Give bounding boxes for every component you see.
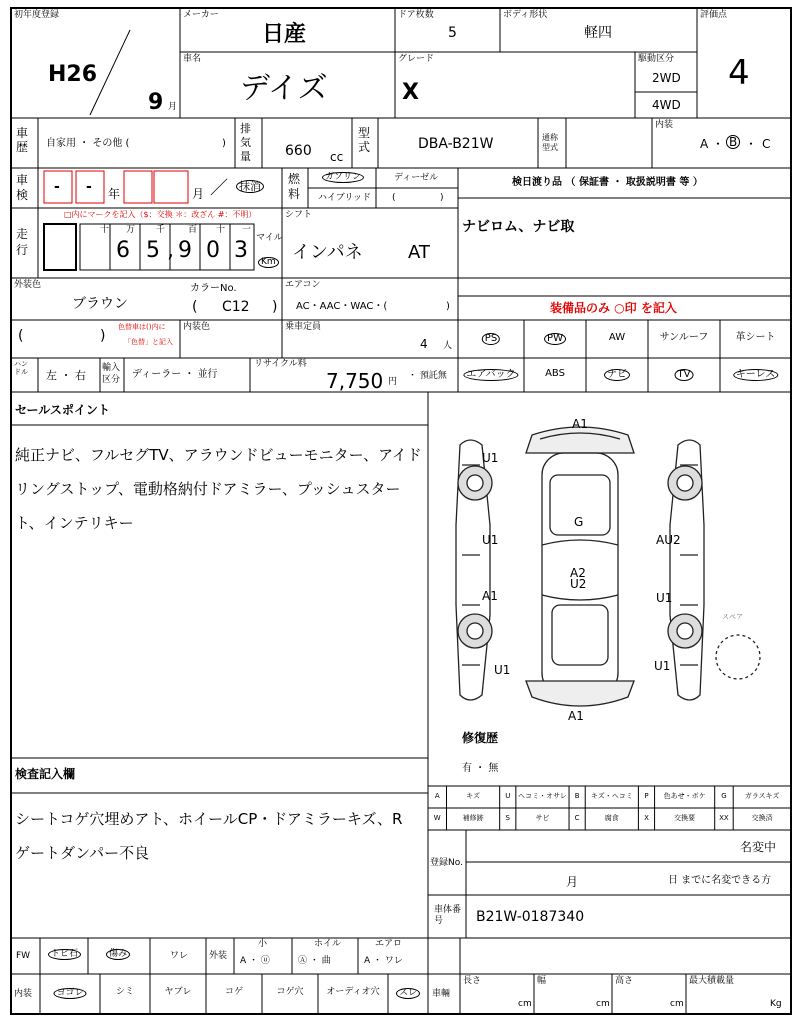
aero-label: エアロ xyxy=(375,939,403,949)
interior-defect-item: シミ xyxy=(115,987,135,997)
wheel-label: ホイル xyxy=(314,939,342,949)
legend-cell: C xyxy=(574,814,580,822)
legend-cell: 交換要 xyxy=(674,814,696,822)
shift-label: シフト xyxy=(285,210,313,220)
equipment-item: ABS xyxy=(545,368,565,379)
history-value: 自家用 ・ その他 ( xyxy=(46,138,130,149)
equipment-item: PS xyxy=(482,333,500,345)
diagram-label: U1 xyxy=(482,451,499,465)
mileage-digit-5: 3 xyxy=(234,238,248,263)
nav-remarks: ナビロム、ナビ取 xyxy=(462,219,575,235)
fw-label: FW xyxy=(16,951,31,961)
type-label: 型式 xyxy=(358,126,371,154)
month-unit-2: 月 xyxy=(192,187,205,201)
color-no-value: C12 xyxy=(222,299,250,315)
recycle-value: 7,750 xyxy=(326,369,384,393)
chassis-value: B21W-0187340 xyxy=(476,909,585,925)
interior-grade-c: C xyxy=(762,137,771,151)
fw-item-3: ワレ xyxy=(170,951,189,961)
small-value: A ・ ⓤ xyxy=(240,956,270,966)
equipment-item: TV xyxy=(675,369,694,381)
interior-label: 内装 xyxy=(655,120,674,130)
width-unit: cm xyxy=(596,999,610,1009)
legend-cell: 色あせ・ボケ xyxy=(663,792,706,800)
drive-4wd: 4WD xyxy=(652,98,681,112)
first-reg-month: 9 xyxy=(148,90,164,115)
history-label: 車歴 xyxy=(16,126,29,154)
sales-points-text: 純正ナビ、フルセグTV、アラウンドビューモニター、アイドリングストップ、電動格納付ドアミラー、プッシュスタート、インテリキー xyxy=(15,446,422,532)
diagram-label: A1 xyxy=(482,589,498,603)
inspection-dash-2: - xyxy=(86,179,92,195)
interior-grade-b: B xyxy=(726,135,740,149)
inspection-text: シートコゲ穴埋めアト、ホイールCP・ドアミラーキズ、Rゲートダンパー不良 xyxy=(15,810,403,862)
inspection-label: 車検 xyxy=(16,173,29,202)
legend-cell: S xyxy=(505,814,510,822)
repair-history-value: 有 ・ 無 xyxy=(462,763,499,774)
body-label: ボディ形状 xyxy=(503,10,548,20)
type-value: DBA-B21W xyxy=(418,136,494,152)
equipment-item: サンルーフ xyxy=(659,332,709,343)
unit-hyaku: 百 xyxy=(188,225,198,235)
interior-defect-item: コゲ xyxy=(224,987,244,997)
reg-no-label: 登録No. xyxy=(430,858,463,868)
legend-cell: W xyxy=(433,814,441,822)
diagram-label: U1 xyxy=(494,663,511,677)
length-unit: cm xyxy=(518,999,532,1009)
equipment-item: エアバック xyxy=(463,369,518,381)
capacity-unit: 人 xyxy=(443,341,453,351)
mileage-note: □内にマークを記入（$：交換 ＊：改ざん #：不明） xyxy=(64,210,257,219)
legend-cell: キズ・ヘコミ xyxy=(590,792,633,800)
drive-label: 駆動区分 xyxy=(638,54,675,64)
km-label: Km xyxy=(258,257,279,268)
name-change: 名変中 xyxy=(740,840,777,854)
spare-label: スペア xyxy=(722,613,743,621)
score-label: 評価点 xyxy=(700,10,728,20)
unit-ichi: 一 xyxy=(242,225,252,235)
year-unit: 年 xyxy=(108,187,121,201)
mileage-separator: , xyxy=(167,238,174,263)
doors-value: 5 xyxy=(448,25,457,41)
reg-month-unit: 月 xyxy=(566,875,579,889)
fw-item-2: 傷み xyxy=(106,949,130,960)
paren: ) xyxy=(272,299,278,315)
exterior-color-label: 外装色 xyxy=(14,280,42,290)
fuel-gasoline: ガソリン xyxy=(322,172,364,183)
legend-cell: G xyxy=(721,792,727,800)
unit-juu: 十 xyxy=(216,225,226,235)
diagram-label: U1 xyxy=(482,533,499,547)
interior-grade-a: A xyxy=(700,137,709,151)
equipment-item: PW xyxy=(544,333,566,345)
interior-color-label: 内装色 xyxy=(183,322,211,332)
height-unit: cm xyxy=(670,999,684,1009)
interior-defect-item: スレ xyxy=(396,988,420,999)
mile-label: マイル xyxy=(256,233,283,243)
dot-sep: ・ xyxy=(712,137,725,151)
grade-label: グレード xyxy=(398,54,435,64)
exterior-label-bottom: 外装 xyxy=(209,951,228,961)
interior-label-bottom: 内装 xyxy=(14,989,33,999)
shift-position: インパネ xyxy=(292,242,363,263)
maker-label: メーカー xyxy=(183,10,219,20)
inspection-dash-1: - xyxy=(54,179,60,195)
paren: ( xyxy=(192,299,198,315)
mileage-digit-3: 9 xyxy=(178,238,192,263)
mileage-label: 走行 xyxy=(16,227,29,257)
legend-cell: 交換済 xyxy=(751,814,773,822)
legend-cell: XX xyxy=(719,814,729,822)
legend-cell: キズ xyxy=(466,792,481,800)
diagram-label: G xyxy=(574,515,584,529)
first-reg-label: 初年度登録 xyxy=(14,10,60,20)
body-size-label: 車輛 xyxy=(432,989,451,999)
interior-defect-item: ヨゴレ xyxy=(53,988,86,999)
legend-cell: 補修跡 xyxy=(462,814,484,822)
displacement-label: 排気量 xyxy=(240,122,251,163)
import-label: 輸入区分 xyxy=(102,363,121,385)
legend-cell: B xyxy=(574,792,580,800)
equipment-title: 装備品のみ ○印 を記入 xyxy=(550,301,677,315)
legend-cell: A xyxy=(434,792,440,800)
paren: ( xyxy=(18,328,24,344)
diagram-label: A1 xyxy=(572,417,588,431)
diagram-label: A1 xyxy=(568,709,584,723)
handle-value: 左 ・ 右 xyxy=(46,369,86,382)
equipment-item: キーレス xyxy=(733,369,779,381)
equipment-item: 革シート xyxy=(735,332,776,343)
length-label: 長さ xyxy=(463,976,482,986)
wheel-value: Ⓐ ・ 曲 xyxy=(298,956,331,966)
fuel-other-close: ) xyxy=(440,193,444,203)
model-value: デイズ xyxy=(240,71,328,106)
equipment-item: AW xyxy=(608,332,626,343)
paren: ) xyxy=(100,328,106,344)
unregistered: 抹消 xyxy=(236,180,264,193)
fuel-hybrid: ハイブリッド xyxy=(318,193,372,203)
aircon-label: エアコン xyxy=(285,280,321,290)
diagram-label: U1 xyxy=(656,591,673,605)
first-reg-year: H26 xyxy=(48,62,98,87)
capacity-value: 4 xyxy=(420,337,428,351)
aircon-options: AC・AAC・WAC・( xyxy=(296,301,388,312)
equipment-item: ナビ xyxy=(604,369,630,381)
legend-cell: ヘコミ・オサレ xyxy=(518,792,567,800)
legend-cell: ガラスキズ xyxy=(744,792,780,800)
recycle-unit: 円 xyxy=(388,377,398,387)
fw-item-1: トビ石 xyxy=(48,949,81,960)
sales-points-title: セールスポイント xyxy=(15,403,110,417)
doors-label: ドア枚数 xyxy=(398,10,434,20)
drive-2wd: 2WD xyxy=(652,71,681,85)
width-label: 幅 xyxy=(537,976,547,986)
history-close: ) xyxy=(222,138,226,149)
load-label: 最大積載量 xyxy=(689,976,735,986)
diagram-label: AU2 xyxy=(656,533,681,547)
capacity-label: 乗車定員 xyxy=(285,322,322,332)
recycle-note: ・ 預託無 xyxy=(408,371,447,381)
month-unit: 月 xyxy=(168,102,178,112)
slash: ／ xyxy=(210,178,228,199)
legend-cell: サビ xyxy=(535,814,550,822)
maker-value: 日産 xyxy=(262,22,307,47)
score-value: 4 xyxy=(728,53,750,93)
color-no-label: カラーNo. xyxy=(190,283,237,294)
import-value: ディーラー ・ 並行 xyxy=(132,369,218,380)
unit-10: 十 xyxy=(100,225,110,235)
grade-value: X xyxy=(402,80,419,105)
diagram-label: U1 xyxy=(654,659,671,673)
common-type-label: 通称型式 xyxy=(542,133,558,152)
model-label: 車名 xyxy=(183,54,202,64)
unit-sen: 千 xyxy=(156,225,166,235)
legend-cell: U xyxy=(505,792,511,800)
repair-history-label: 修復歴 xyxy=(462,731,499,745)
handle-label: ハンドル xyxy=(14,360,28,376)
aero-value: A ・ ワレ xyxy=(364,956,403,966)
color-change-note-2: 「色替」と記入 xyxy=(124,338,173,346)
mileage-digit-1: 6 xyxy=(116,238,130,263)
recycle-label: リサイクル料 xyxy=(254,359,307,369)
load-unit: Kg xyxy=(770,999,782,1009)
legend-cell: 腐食 xyxy=(604,814,619,822)
inspection-title: 検査記入欄 xyxy=(15,767,76,781)
displacement-unit: cc xyxy=(330,150,344,164)
delivery-items: 検日渡り品 （ 保証書 ・ 取扱説明書 等 ） xyxy=(512,177,703,188)
mileage-digit-2: 5 xyxy=(146,238,160,263)
legend-cell: X xyxy=(644,814,649,822)
dot-sep: ・ xyxy=(745,137,758,151)
exterior-color-value: ブラウン xyxy=(72,296,128,312)
interior-defect-item: オーディオ穴 xyxy=(326,987,380,997)
shift-type: AT xyxy=(408,242,430,263)
height-label: 高さ xyxy=(615,976,634,986)
diagram-label: U2 xyxy=(570,577,587,591)
chassis-label: 車体番号 xyxy=(434,905,462,926)
reg-day-text: 日 までに名変できる方 xyxy=(668,875,772,886)
interior-defect-item: ヤブレ xyxy=(164,987,192,997)
body-value: 軽四 xyxy=(584,25,612,41)
fuel-label: 燃料 xyxy=(288,172,301,201)
unit-man: 万 xyxy=(126,225,136,235)
interior-defect-item: コゲ穴 xyxy=(276,987,304,997)
aircon-close: ) xyxy=(446,301,450,312)
displacement-value: 660 xyxy=(285,143,312,159)
fuel-other-open: ( xyxy=(392,193,396,203)
small-label: 小 xyxy=(258,939,268,949)
color-change-note-1: 色替車は()内に xyxy=(118,323,166,331)
fuel-diesel: ディーゼル xyxy=(394,173,439,183)
mileage-digit-4: 0 xyxy=(206,238,220,263)
diagram-label: A2 xyxy=(570,566,586,580)
legend-cell: P xyxy=(644,792,649,800)
